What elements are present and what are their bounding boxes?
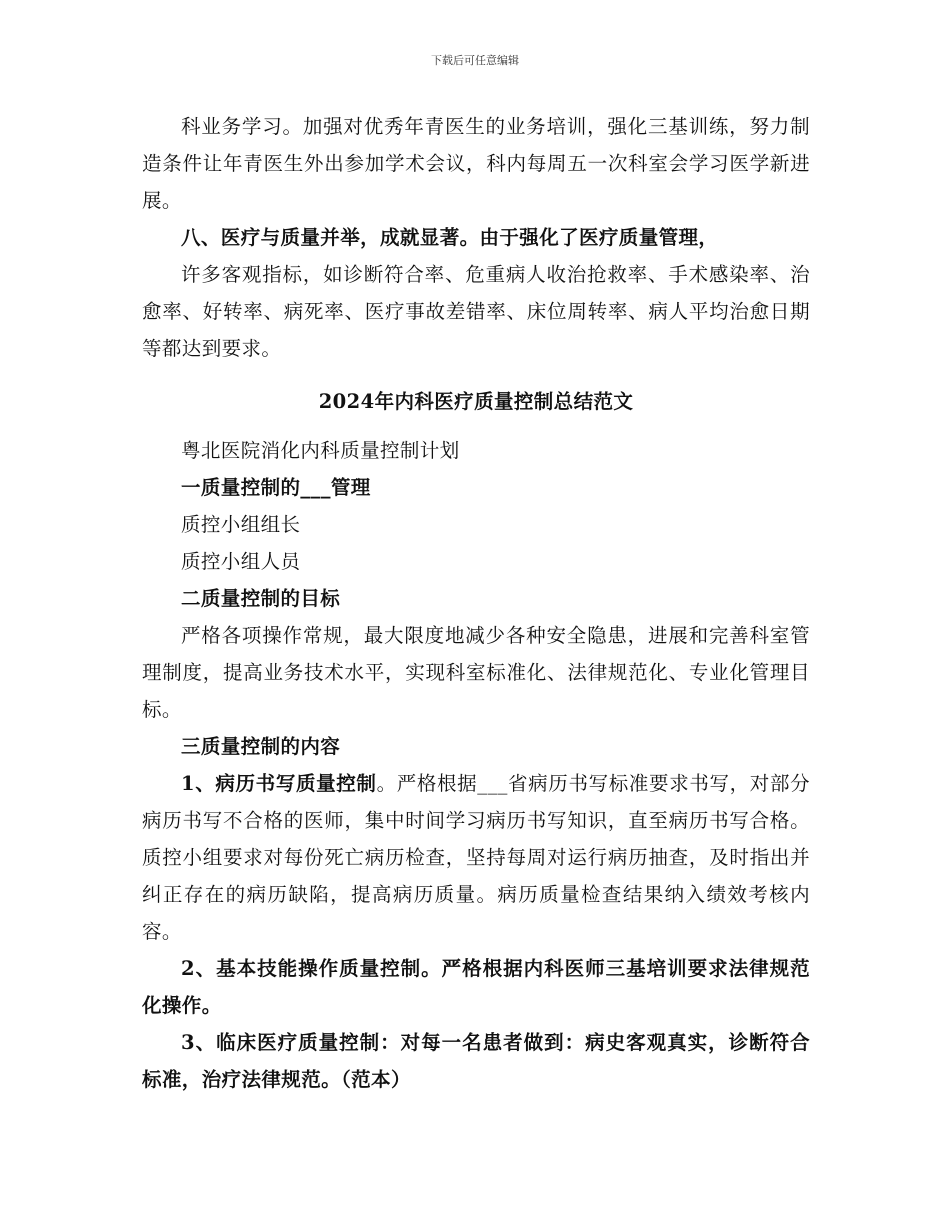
section-two-heading: 二质量控制的目标 [181,587,341,610]
group-members-line: 质控小组人员 [181,550,301,573]
section-eight-heading: 八、医疗与质量并举，成就显著。由于强化了医疗质量管理， [181,226,719,249]
section-three-heading: 三质量控制的内容 [181,735,341,758]
paragraph-clinical-control: 3、临床医疗质量控制：对每一名患者做到：病史客观真实，诊断符合标准，治疗法律规范。（范本） [142,1031,810,1091]
record-control-heading: 1、病历书写质量控制 [181,772,377,795]
document-title: 2024年内科医疗质量控制总结范文 [318,390,634,413]
paragraph-record-control [142,765,810,950]
paragraph-skill-control: 2、基本技能操作质量控制。严格根据内科医师三基培训要求法律规范化操作。 [142,957,810,1017]
paragraph-indicators: 许多客观指标，如诊断符合率、危重病人收治抢救率、手术感染率、治愈率、好转率、病死率、医疗事故差错率、床位周转率、病人平均治愈日期等都达到要求。 [142,263,810,360]
section-one-heading: 一质量控制的___管理 [181,476,371,499]
document-body [142,108,810,1098]
paragraph-study: 科业务学习。加强对优秀年青医生的业务培训，强化三基训练，努力制造条件让年青医生外出参加学术会议，科内每周五一次科室会学习医学新进展。 [142,115,810,212]
paragraph-goals: 严格各项操作常规，最大限度地减少各种安全隐患，进展和完善科室管理制度，提高业务技术水平，实现科室标准化、法律规范化、专业化管理目标。 [142,624,810,721]
record-control-text: 。严格根据___省病历书写标准要求书写，对部分病历书写不合格的医师，集中时间学习病历书写知识，直至病历书写合格。质控小组要求对每份死亡病历检查，坚持每周对运行病历抽查，及时指出并纠正存在的病历缺陷，提高病历质量。病历质量检查结果纳入绩效考核内容。 [142,772,810,943]
page-header: 下载后可任意编辑 [431,54,519,67]
plan-subtitle: 粤北医院消化内科质量控制计划 [181,439,460,462]
group-leader-line: 质控小组组长 [181,513,301,536]
